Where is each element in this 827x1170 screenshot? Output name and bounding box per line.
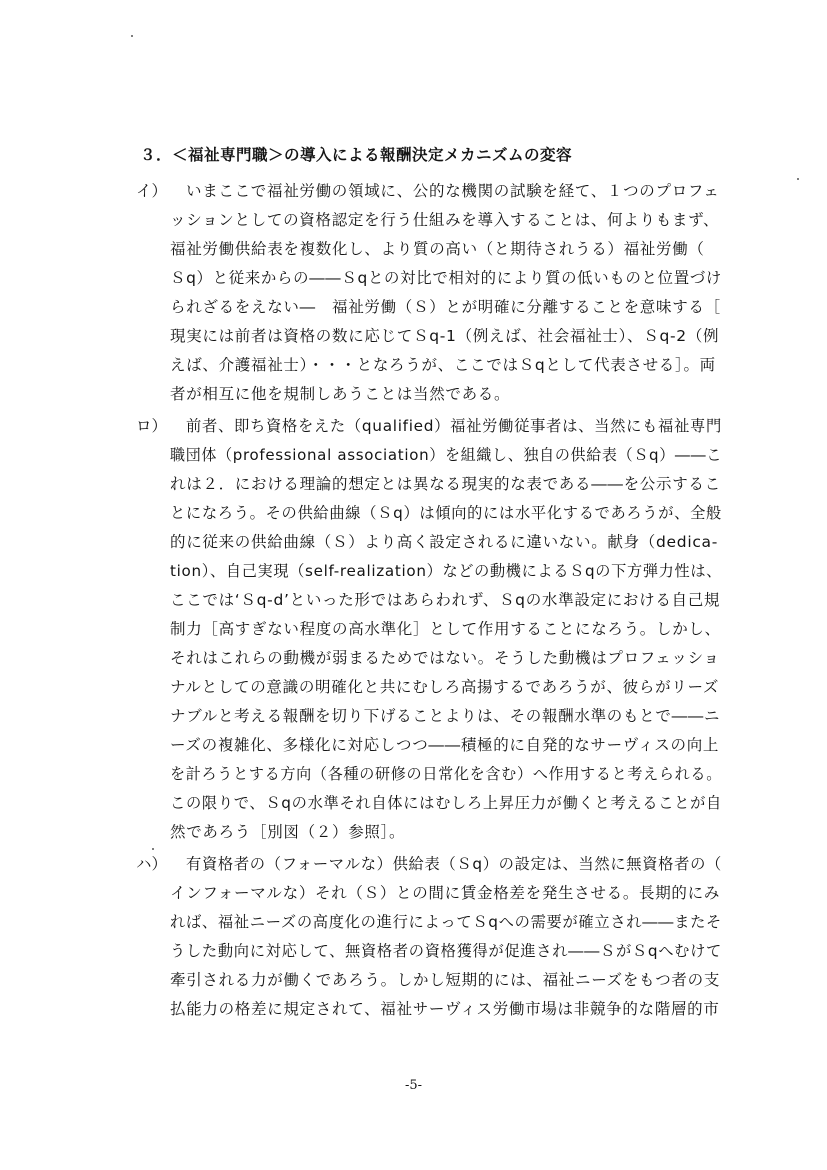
paragraph-line: を計ろうとする方向（各種の研修の日常化を含む）へ作用すると考えられる。 xyxy=(170,765,722,783)
paragraph-line: 福祉労働供給表を複数化し、より質の高い（と期待されうる）福祉労働（ xyxy=(170,240,705,258)
section-marker-ro: ロ） xyxy=(136,417,168,435)
paragraph-line: 牽引される力が働くであろう。しかし短期的には、福祉ニーズをもつ者の支 xyxy=(170,971,721,989)
page-number: -5- xyxy=(404,1078,423,1093)
paragraph-line: とになろう。その供給曲線（Ｓq）は傾向的には水平化するであろうが、全般 xyxy=(170,504,722,522)
paragraph-line: ナルとしての意識の明確化と共にむしろ高揚するであろうが、彼らがリーズ xyxy=(170,678,720,696)
scan-speck xyxy=(797,178,799,180)
section-heading: ３．＜福祉専門職＞の導入による報酬決定メカニズムの変容 xyxy=(140,146,573,164)
scan-speck xyxy=(152,848,154,850)
scan-speck xyxy=(131,35,133,37)
paragraph-line: 制力［高すぎない程度の高水準化］として作用することになろう。しかし、 xyxy=(170,620,721,638)
paragraph-line: 有資格者の（フォーマルな）供給表（Ｓq）の設定は、当然に無資格者の（ xyxy=(186,855,722,873)
paragraph-line: 払能力の格差に規定されて、福祉サーヴィス労働市場は非競争的な階層的市 xyxy=(170,1000,720,1018)
paragraph-line: tion）、自己実現（self-realization）などの動機によるＳqの下方弾力性は、 xyxy=(170,562,723,580)
paragraph-line: Ｓq）と従来からの――Ｓqとの対比で相対的により質の低いものと位置づけ xyxy=(170,269,723,287)
paragraph-line: れは２．における理論的想定とは異なる現実的な表である――を公示するこ xyxy=(170,475,721,493)
paragraph-line: この限りで、Ｓqの水準それ自体にはむしろ上昇圧力が働くと考えることが自 xyxy=(170,794,723,812)
paragraph-line: 的に従来の供給曲線（Ｓ）より高く設定されるに違いない。献身（dedica- xyxy=(170,533,719,551)
paragraph-line: ここでは‘Ｓq-d’といった形ではあらわれず、Ｓqの水準設定における自己規 xyxy=(170,591,721,609)
paragraph-line: ッションとしての資格認定を行う仕組みを導入することは、何よりもまず、 xyxy=(170,211,720,229)
paragraph-line: れば、福祉ニーズの高度化の進行によってＳqへの需要が確立され――またそ xyxy=(170,913,723,931)
paragraph-line: いまここで福祉労働の領域に、公的な機関の試験を経て、１つのプロフェ xyxy=(186,182,720,200)
paragraph-line: えば、介護福祉士）・・・となろうが、ここではＳqとして代表させる］。両 xyxy=(170,356,716,374)
paragraph-line: ーズの複雑化、多様化に対応しつつ――積極的に自発的なサーヴィスの向上 xyxy=(170,736,720,754)
paragraph-line: うした動向に対応して、無資格者の資格獲得が促進され――ＳがＳqへむけて xyxy=(170,942,722,960)
paragraph-line: 然であろう［別図（２）参照］。 xyxy=(170,823,406,841)
paragraph-line: 前者、即ち資格をえた（qualified）福祉労働従事者は、当然にも福祉専門 xyxy=(186,417,723,435)
paragraph-line: られざるをえない― 福祉労働（Ｓ）とが明確に分離することを意味する［ xyxy=(170,298,721,316)
paragraph-line: インフォーマルな）それ（Ｓ）との間に賃金格差を発生させる。長期的にみ xyxy=(170,884,721,902)
section-marker-ha: ハ） xyxy=(136,855,168,873)
paragraph-line: 現実には前者は資格の数に応じてＳq-1（例えば、社会福祉士）、Ｓq-2（例 xyxy=(170,327,720,345)
paragraph-line: それはこれらの動機が弱まるためではない。そうした動機はプロフェッショ xyxy=(170,649,720,667)
paragraph-line: 職団体（professional association）を組織し、独自の供給表（Ｓq）――こ xyxy=(170,446,723,464)
section-marker-i: イ） xyxy=(136,182,168,200)
paragraph-line: ナブルと考える報酬を切り下げることよりは、その報酬水準のもとで――ニ xyxy=(170,707,721,725)
paragraph-line: 者が相互に他を規制しあうことは当然である。 xyxy=(170,385,511,403)
